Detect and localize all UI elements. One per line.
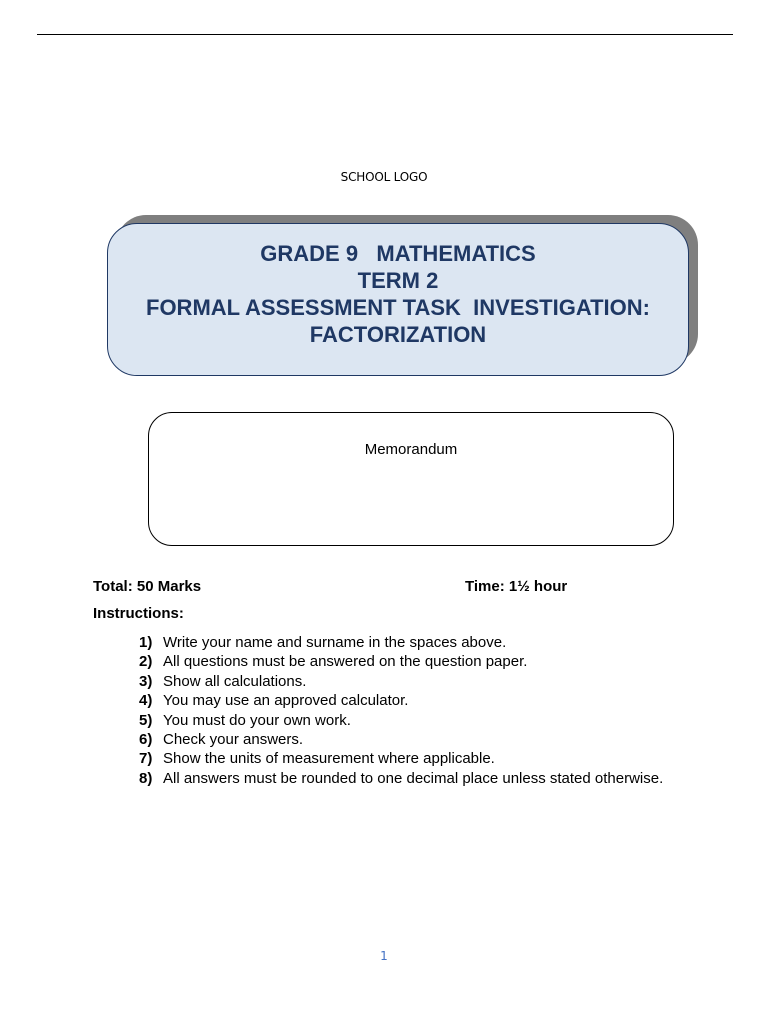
instruction-text: You must do your own work. xyxy=(163,711,351,729)
instruction-number: 2) xyxy=(139,653,153,671)
instruction-item xyxy=(93,711,663,730)
instruction-item xyxy=(93,749,663,768)
instruction-number: 7) xyxy=(139,750,153,768)
instruction-text: Show all calculations. xyxy=(163,672,307,690)
instruction-number: 5) xyxy=(139,711,153,729)
instruction-number: 1) xyxy=(139,634,153,651)
instruction-item xyxy=(93,672,663,691)
instruction-text: Show the units of measurement where applicable. xyxy=(163,750,495,768)
document-title xyxy=(107,240,689,348)
instruction-item xyxy=(93,633,663,652)
page-number: 1 xyxy=(380,949,388,963)
title-grade-subject: GRADE 9 MATHEMATICS xyxy=(260,241,536,266)
instruction-number: 8) xyxy=(139,769,153,787)
instruction-text: All answers must be rounded to one decimal place unless stated otherwise. xyxy=(163,769,664,787)
title-task: FORMAL ASSESSMENT TASK INVESTIGATION: xyxy=(146,295,650,320)
title-topic: FACTORIZATION xyxy=(309,322,487,347)
instruction-number: 6) xyxy=(139,731,153,749)
instruction-item xyxy=(93,769,663,788)
instruction-item xyxy=(93,691,663,710)
header-divider xyxy=(37,34,733,35)
title-term: TERM 2 xyxy=(357,268,439,293)
instructions-list xyxy=(93,633,663,788)
instruction-text: You may use an approved calculator. xyxy=(163,692,409,710)
instruction-number: 4) xyxy=(139,692,153,710)
instruction-item xyxy=(93,652,663,671)
instruction-item xyxy=(93,730,663,749)
instruction-text: Write your name and surname in the spaces above. xyxy=(163,634,507,651)
instruction-text: Check your answers. xyxy=(163,731,304,749)
time-allowed: Time: 1½ hour xyxy=(465,578,568,595)
instruction-number: 3) xyxy=(139,672,153,690)
total-marks: Total: 50 Marks xyxy=(93,578,202,595)
memorandum-box xyxy=(148,412,674,546)
school-logo-placeholder: SCHOOL LOGO xyxy=(340,170,428,184)
instruction-text: All questions must be answered on the question paper. xyxy=(163,653,528,671)
memorandum-label: Memorandum xyxy=(364,441,458,458)
instructions-heading: Instructions: xyxy=(93,605,184,622)
